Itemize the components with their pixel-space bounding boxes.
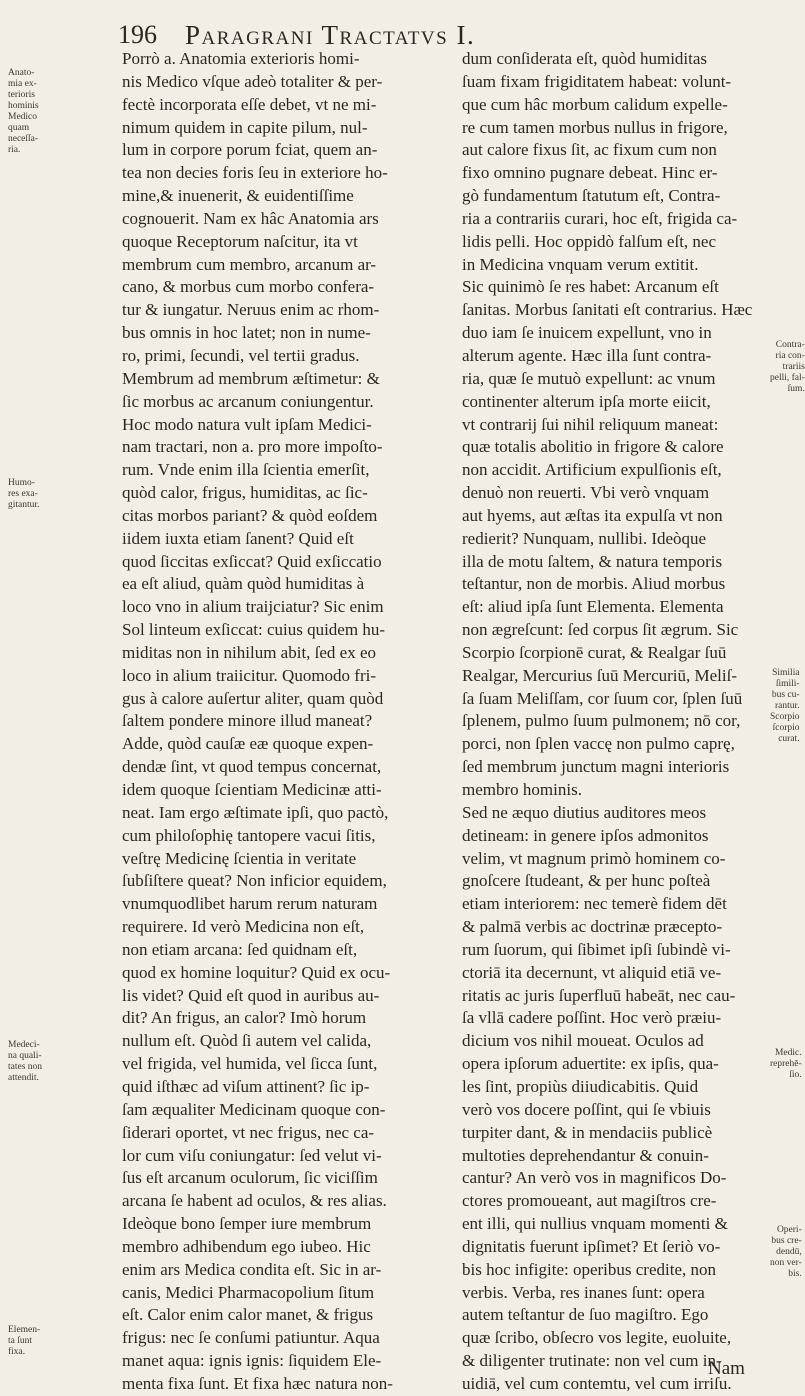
text-line: vt contrarij ſui nihil reliquum maneat: (462, 414, 719, 434)
text-line: velim, vt magnum primò hominem co- (462, 848, 726, 868)
text-line: lidis pelli. Hoc oppidò falſum eſt, nec (462, 231, 717, 251)
margin-note-line: attendit. (8, 1073, 39, 1083)
text-line: quæ ſcribo, obſecro vos legite, euoluite, (462, 1328, 732, 1348)
catchword: Nam (708, 1358, 745, 1379)
margin-note-line: quam (8, 123, 30, 133)
text-line: rum. Vnde enim illa ſcientia emerſit, (122, 460, 370, 480)
text-line: denuò non reuerti. Vbi verò vnquam (462, 483, 710, 503)
text-line: porci, non ſplen vaccę non pulmo caprę, (462, 734, 735, 754)
text-line: non etiam arcana: ſed quidnam eſt, (122, 939, 358, 959)
text-line: in Medicina vnquam verum extitit. (462, 254, 699, 274)
text-line: manet aqua: ignis ignis: ſiquidem Ele- (122, 1351, 382, 1371)
right-margin-note (770, 668, 800, 745)
text-line: Membrum ad membrum æſtimetur: & (122, 368, 380, 388)
text-line: verbis. Verba, res inanes ſunt: opera (462, 1282, 705, 1302)
text-line: ſanitas. Morbus ſanitati eſt contrarius. Hæc (462, 300, 753, 320)
text-line: ea eſt aliud, quàm quòd humiditas à (122, 574, 365, 594)
text-line: ſed membrum junctum magni interioris (462, 757, 730, 777)
right-margin-note (770, 1048, 802, 1081)
margin-note-line: bus cre- (771, 1236, 802, 1246)
page-number: 196 (118, 20, 157, 49)
margin-note-line: non ver- (770, 1258, 802, 1268)
text-line: tur & iungatur. Neruus enim ac rhom- (122, 300, 380, 320)
text-line: dicium vos nihil moueat. Oculos ad (462, 1031, 704, 1051)
margin-note-line: trariis (782, 362, 805, 372)
text-line: redierit? Nunquam, nullibi. Ideòque (462, 528, 707, 548)
text-line: dum conſiderata eſt, quòd humiditas (462, 49, 708, 68)
text-line: re cum tamen morbus nullus in frigore, (462, 117, 728, 137)
margin-note-line: terioris (8, 90, 35, 100)
text-line: turpiter dant, & in mendaciis publicè (462, 1122, 713, 1142)
text-line: miditas non in nihilum abit, ſed ex eo (122, 642, 377, 662)
text-line: quoque Receptorum naſcitur, ita vt (122, 231, 358, 251)
margin-note-line: ſum. (787, 384, 805, 394)
text-line: ſa vllā cadere poſſint. Hoc verò præiu- (462, 1008, 722, 1028)
text-line: vnumquodlibet harum rerum naturam (122, 894, 378, 914)
margin-note-line: pelli, fal- (770, 373, 805, 383)
text-line: lis videt? Quid eſt quod in auribus au- (122, 985, 380, 1005)
margin-note-line: ſimili- (775, 679, 800, 689)
margin-note-line: Anato- (8, 68, 35, 78)
text-line: nis Medico vſque adeò totaliter & per- (122, 71, 383, 91)
text-line: Scorpio ſcorpionē curat, & Realgar ſuū (462, 642, 727, 662)
text-line: membro adhibendum ego iubeo. Hic (122, 1236, 371, 1256)
text-line: opera ipſorum aduertite: ex ipſis, qua- (462, 1054, 719, 1074)
text-line: ſus eſt arcanum oculorum, ſic viciſſim (122, 1168, 378, 1188)
text-line: alterum agente. Hæc illa ſunt contra- (462, 345, 712, 365)
text-line: gò fundamentum ſtatutum eſt, Contra- (462, 186, 721, 206)
text-line: ctores promoueant, aut magiſtros cre- (462, 1191, 717, 1211)
text-line: teſtantur, non de morbis. Aliud morbus (462, 574, 726, 594)
text-line: ſiderari oportet, vt nec frigus, nec ca- (122, 1122, 375, 1142)
text-line: ria, quæ ſe mutuò expellunt: ac vnum (462, 368, 716, 388)
left-text-column (122, 48, 452, 1396)
margin-note-line: bus cu- (771, 690, 800, 700)
text-line: idem quoque ſcientiam Medicinæ atti- (122, 780, 382, 799)
margin-note-line: ſcorpio (772, 723, 800, 733)
right-margin-note (770, 340, 805, 395)
text-line: aut hyems, aut æſtas ita expulſa vt non (462, 505, 723, 525)
margin-note-line: Medic. (774, 1048, 802, 1058)
text-line: quod ſiccitas exſiccat? Quid exſiccatio (122, 551, 382, 571)
text-line: cano, & morbus cum morbo confera- (122, 277, 375, 297)
text-line: Sed ne æquo diutius auditores meos (462, 802, 707, 822)
right-margin-note (770, 1225, 802, 1280)
margin-note-line: Contra- (775, 340, 805, 350)
margin-note-line: Similia (772, 668, 800, 678)
text-line: gnoſcere ſtudeant, & per hunc poſteà (462, 871, 711, 891)
text-line: detineam: in genere ipſos admonitos (462, 825, 709, 845)
text-line: verò vos docere poſſint, qui ſe vbiuis (462, 1099, 711, 1119)
text-line: lor cum viſu coniungatur: ſed velut vi- (122, 1145, 382, 1165)
margin-note-line: Elemen- (8, 1325, 41, 1335)
text-line: ſplenem, pulmo ſuum pulmonem; nō cor, (462, 711, 741, 731)
text-line: & palmā verbis ac doctrinæ præcepto- (462, 917, 723, 937)
text-line: eſt. Calor enim calor manet, & frigus (122, 1305, 374, 1325)
text-line: ſuam fixam frigiditatem habeat: volunt- (462, 71, 732, 91)
margin-note-line: ſio. (789, 1070, 802, 1080)
text-line: ſubſiſtere queat? Non inficior equidem, (122, 871, 387, 891)
text-line: requirere. Id verò Medicina non eſt, (122, 917, 365, 937)
text-line: non ægreſcunt: ſed corpus ſit ægrum. Sic (462, 620, 739, 640)
text-line: Hoc modo natura vult ipſam Medici- (122, 414, 372, 434)
margin-note-line: neceſſa- (8, 134, 39, 144)
left-margin-note (8, 68, 39, 156)
text-line: nimum quidem in capite pilum, nul- (122, 117, 368, 137)
text-line: ria a contrariis curari, hoc eſt, frigida ca- (462, 208, 738, 228)
left-margin-note (8, 1040, 42, 1084)
text-line: membro hominis. (462, 780, 582, 799)
text-line: Sic quinimò ſe res habet: Arcanum eſt (462, 277, 719, 297)
text-line: fectè incorporata eſſe debet, vt ne mi- (122, 94, 377, 114)
text-line: non accidit. Artificium expulſionis eſt, (462, 460, 722, 480)
text-line: canis, Medici Pharmacopolium ſitum (122, 1282, 375, 1302)
text-line: Sol linteum exſiccat: cuius quidem hu- (122, 620, 385, 640)
right-text-column (462, 48, 766, 1396)
margin-note-line: Medeci- (8, 1040, 40, 1050)
text-line: multoties deprehendantur & conuin- (462, 1145, 709, 1165)
margin-note-line: reprehē- (770, 1059, 802, 1069)
text-line: loco in alium traiicitur. Quomodo fri- (122, 665, 377, 685)
text-line: autem teſtantur de ſuo magiſtro. Ego (462, 1305, 709, 1325)
text-line: vel frigida, vel humida, vel ſicca ſunt, (122, 1054, 378, 1074)
margin-note-line: res exa- (8, 489, 38, 499)
margin-note-line: mia ex- (8, 79, 37, 89)
text-line: uidiā, vel cum contemtu, vel cum irriſu. (462, 1373, 732, 1393)
text-line: duo iam ſe inuicem expellunt, vno in (462, 323, 712, 343)
text-line: iidem iuxta etiam ſanent? Quid eſt (122, 528, 354, 548)
text-line: mine,& inuenerit, & euidentiſſime (122, 186, 354, 206)
text-line: quod ex homine loquitur? Quid ex ocu- (122, 962, 391, 982)
text-line: Porrò a. Anatomia exterioris homi- (122, 49, 360, 68)
text-line: nullum eſt. Quòd ſi autem vel calida, (122, 1031, 372, 1051)
text-line: quid iſthæc ad viſum attinent? ſic ip- (122, 1076, 370, 1096)
margin-note-line: ria con- (775, 351, 805, 361)
margin-note-line: Scorpio (770, 712, 800, 722)
text-line: Realgar, Mercurius ſuū Mercuriū, Meliſ- (462, 665, 738, 685)
text-line: quæ totalis abolitio in frigore & calore (462, 437, 724, 457)
text-line: dendæ ſint, vt quod tempus concernat, (122, 757, 382, 777)
text-line: ſa ſuam Meliſſam, cor ſuum cor, ſplen ſuū (462, 688, 743, 708)
left-margin-note (8, 1325, 40, 1358)
margin-note-line: Medico (8, 112, 38, 122)
text-line: les ſint, propiùs diiudicabitis. Quid (462, 1076, 699, 1096)
margin-note-line: dendū, (776, 1247, 802, 1257)
text-line: ritatis ac juris ſuperfluū habeāt, nec cau- (462, 985, 736, 1005)
margin-note-line: fixa. (8, 1347, 26, 1357)
text-line: & diligenter trutinate: non vel cum in- (462, 1351, 722, 1371)
text-line: cantur? An verò vos in magnificos Do- (462, 1168, 727, 1188)
text-line: gus à calore auſertur aliter, quam quòd (122, 688, 384, 708)
text-line: ctoriā ita decernunt, vt aliquid etiā ve- (462, 962, 722, 982)
text-line: cognouerit. Nam ex hâc Anatomia ars (122, 208, 379, 228)
text-line: enim ars Medica condita eſt. Sic in ar- (122, 1259, 382, 1279)
text-line: bus omnis in hoc latet; non in nume- (122, 323, 371, 343)
margin-note-line: tates non (8, 1062, 43, 1072)
text-line: nam tractari, non a. pro more impoſto- (122, 437, 383, 457)
text-line: que cum hâc morbum calidum expelle- (462, 94, 728, 114)
margin-note-line: ria. (8, 145, 21, 155)
text-line: Ideòque bono ſemper iure membrum (122, 1214, 372, 1234)
text-line: fixo omnino pugnare debeat. Hinc er- (462, 163, 718, 183)
text-line: veſtrę Medicinę ſcientia in veritate (122, 848, 357, 868)
text-line: ſaltem pondere minore illud maneat? (122, 711, 373, 731)
text-line: illa de motu ſaltem, & natura temporis (462, 551, 723, 571)
text-line: membrum cum membro, arcanum ar- (122, 254, 377, 274)
text-line: ro, primi, ſecundi, vel tertii gradus. (122, 345, 360, 365)
text-line: Adde, quòd cauſæ eæ quoque expen- (122, 734, 374, 754)
margin-note-line: curat. (778, 734, 800, 744)
running-title: Paragrani Tractatvs I. (185, 20, 476, 50)
text-line: dignitatis fuerunt ipſimet? Et ſeriò vo- (462, 1236, 721, 1256)
margin-note-line: Operi- (776, 1225, 802, 1235)
text-line: ſic morbus ac arcanum coniungentur. (122, 391, 374, 411)
text-line: ent illi, qui nullius vnquam momenti & (462, 1214, 728, 1234)
margin-note-line: ta ſunt (8, 1336, 33, 1346)
text-line: bis hoc infigite: operibus credite, non (462, 1259, 716, 1279)
text-line: eſt: aliud ipſa ſunt Elementa. Elementa (462, 597, 724, 617)
text-line: frigus: nec ſe conſumi patiuntur. Aqua (122, 1328, 380, 1348)
text-line: menta fixa ſunt. Et fixa hæc natura non- (122, 1373, 393, 1393)
text-line: quòd calor, frigus, humiditas, ac ſic- (122, 483, 368, 503)
text-line: citas morbos pariant? & quòd eoſdem (122, 505, 378, 525)
margin-note-line: gitantur. (8, 500, 40, 510)
text-line: cum philoſophię tantopere vacui ſitis, (122, 825, 376, 845)
margin-note-line: na quali- (8, 1051, 42, 1061)
text-line: lum in corpore porum fciat, quem an- (122, 140, 378, 160)
margin-note-line: Humo- (8, 478, 35, 488)
text-line: dit? An frigus, an calor? Imò horum (122, 1008, 367, 1028)
text-line: aut calore fixus ſit, ac fixum cum non (462, 140, 717, 160)
text-line: neat. Iam ergo æſtimate ipſi, quo pactò, (122, 802, 389, 822)
text-line: loco vno in alium traijciatur? Sic enim (122, 597, 384, 617)
text-line: tea non decies foris ſeu in exteriore ho- (122, 163, 388, 183)
text-line: arcana ſe habent ad oculos, & res alias. (122, 1191, 387, 1211)
left-margin-note (8, 478, 39, 511)
margin-note-line: bis. (788, 1269, 802, 1279)
text-line: rum ſuorum, qui ſibimet ipſi ſubindè vi- (462, 939, 731, 959)
text-line: ſam æqualiter Medicinam quoque con- (122, 1099, 386, 1119)
margin-note-line: rantur. (775, 701, 800, 711)
text-line: continenter alterum ipſa morte eiicit, (462, 391, 711, 411)
text-line: etiam interiorem: nec temerè fidem dēt (462, 894, 727, 914)
margin-note-line: hominis (8, 101, 39, 111)
